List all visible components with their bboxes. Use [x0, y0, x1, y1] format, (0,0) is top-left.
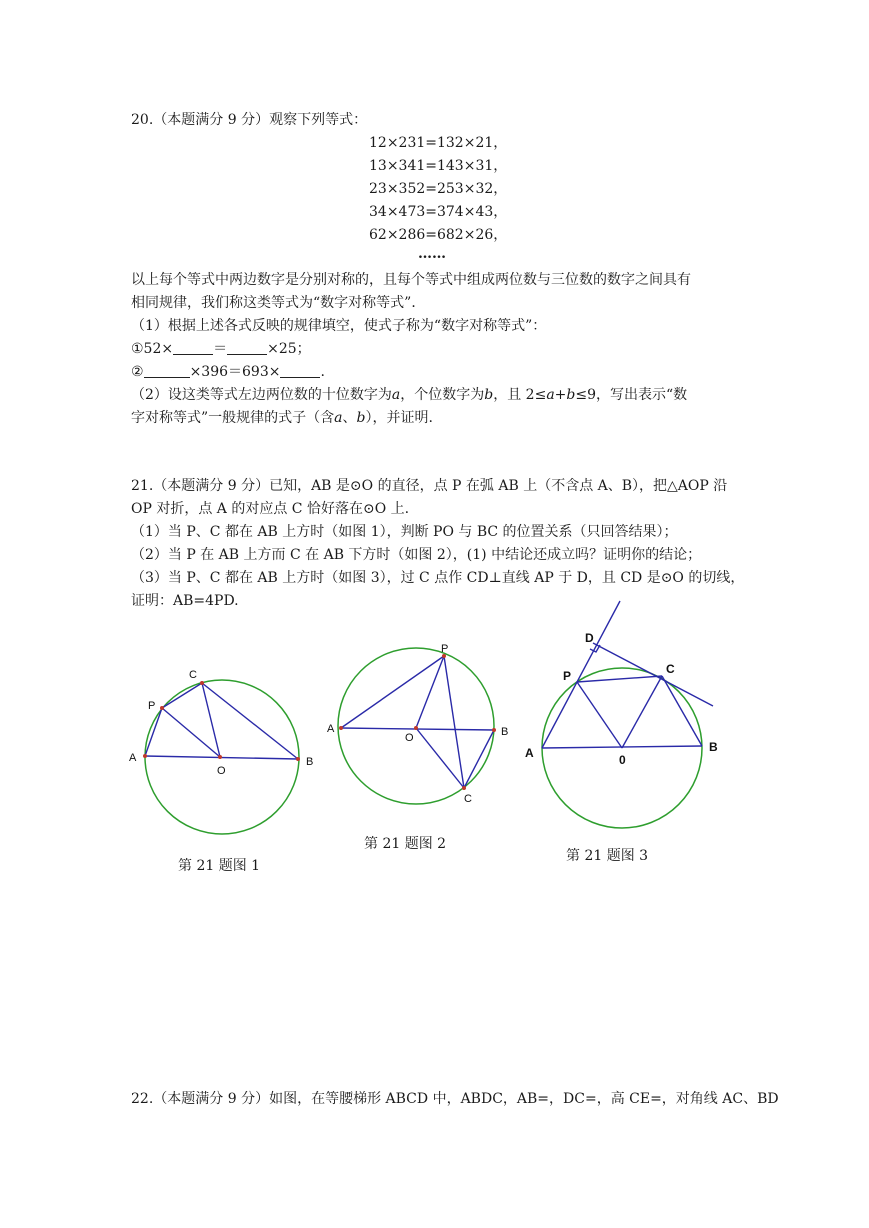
q20-equation-3: 23×352=253×32， [369, 181, 508, 197]
fig1-label-a: A [129, 752, 137, 764]
q20-item2-a: ② [131, 364, 144, 380]
q20-item1-a: ①52× [131, 341, 174, 357]
fig3-label-d: D [585, 631, 594, 645]
q20-part2-line2 [131, 408, 433, 428]
q20-var-a: a [391, 387, 401, 403]
q20-expr: a+b [546, 387, 576, 403]
fig1-segments [145, 683, 298, 759]
fig3-label-o: 0 [619, 753, 626, 767]
fig3-caption: 第 21 题图 3 [566, 848, 649, 864]
figure-3 [520, 598, 730, 843]
fig3-label-b: B [709, 740, 718, 754]
q20-item2-b: ×396＝693× [189, 364, 281, 380]
q20-equation-5: 62×286=682×26， [369, 227, 508, 243]
fig2-label-a: A [327, 723, 335, 735]
fig1-label-p: P [148, 700, 156, 712]
q20-item2-c: . [320, 364, 325, 380]
q20-part2-text-g: ），并证明. [365, 410, 433, 426]
q21-line-1: 21.（本题满分 9 分）已知，AB 是⊙O 的直径，点 P 在弧 AB 上（不含点 A、B），把△AOP 沿 [131, 478, 728, 494]
fig1-label-c: C [189, 669, 197, 681]
q20-part2-text-e: 字对称等式”一般规律的式子（含 [131, 410, 335, 426]
q20-blank-3[interactable] [144, 363, 190, 378]
q20-blank-4[interactable] [280, 363, 320, 378]
q21-line-2: OP 对折，点 A 的对应点 C 恰好落在⊙O 上. [131, 501, 410, 517]
q20-item2 [131, 362, 325, 382]
q20-ellipsis: …… [418, 246, 446, 262]
fig1-points [143, 681, 300, 761]
fig2-label-b: B [501, 726, 509, 738]
q20-heading: 20.（本题满分 9 分）观察下列等式： [131, 112, 368, 128]
q20-equation-2: 13×341=143×31， [369, 158, 508, 174]
figure-2 [320, 640, 520, 815]
fig2-segments [341, 656, 494, 788]
figure-1 [120, 660, 330, 840]
q20-item1-c: ×25； [267, 341, 311, 357]
fig3-label-c: C [666, 662, 675, 676]
q20-equation-4: 34×473=374×43， [369, 204, 508, 220]
q20-item1 [131, 339, 311, 359]
q20-var-b: b [484, 387, 494, 403]
q21-line-4: （2）当 P 在 AB 上方而 C 在 AB 下方时（如图 2），(1) 中结论还成立吗？证明你的结论； [131, 547, 702, 563]
fig1-label-b: B [306, 756, 314, 768]
fig1-label-o: O [217, 765, 226, 777]
fig2-label-c: C [464, 793, 472, 805]
q20-part2-text-a: （2）设这类等式左边两位数的十位数字为 [131, 387, 392, 403]
q21-line-5: （3）当 P、C 都在 AB 上方时（如图 3），过 C 点作 CD⊥直线 AP 于 D，且 CD 是⊙O 的切线， [131, 570, 745, 586]
q20-blank-2[interactable] [227, 340, 267, 355]
fig2-caption: 第 21 题图 2 [364, 836, 447, 852]
fig2-label-p: P [441, 643, 449, 655]
q20-item1-b: ＝ [213, 341, 228, 357]
fig3-label-p: P [563, 669, 572, 683]
q20-blank-1[interactable] [173, 340, 213, 355]
fig1-caption: 第 21 题图 1 [178, 858, 261, 874]
q21-line-3: （1）当 P、C 都在 AB 上方时（如图 1），判断 PO 与 BC 的位置关系（只回答结果）； [131, 524, 678, 540]
q20-var-b-2: b [356, 410, 366, 426]
q21-line-6: 证明：AB=4PD. [131, 593, 239, 609]
q20-part2-text-c: ，且 2≤ [493, 387, 547, 403]
q20-part1: （1）根据上述各式反映的规律填空，使式子称为“数字对称等式”： [131, 318, 547, 334]
q20-intro-1: 以上每个等式中两边数字是分别对称的，且每个等式中组成两位数与三位数的数字之间具有 [131, 272, 691, 288]
q20-var-a-2: a [334, 410, 343, 426]
q20-part2-text-f: 、 [342, 410, 357, 426]
q20-equation-1: 12×231=132×21， [369, 135, 508, 151]
q20-part2-line1 [131, 385, 687, 405]
q22-line-1: 22.（本题满分 9 分）如图，在等腰梯形 ABCD 中，ABDC，AB=，DC=，高 CE=，对角线 AC、BD [131, 1091, 779, 1107]
fig2-label-o: O [405, 732, 414, 744]
q20-part2-text-b: ，个位数字为 [400, 387, 485, 403]
q20-intro-2: 相同规律，我们称这类等式为“数字对称等式”． [131, 295, 426, 311]
q20-part2-text-d: ≤9，写出表示“数 [575, 387, 688, 403]
fig3-label-a: A [525, 746, 534, 760]
